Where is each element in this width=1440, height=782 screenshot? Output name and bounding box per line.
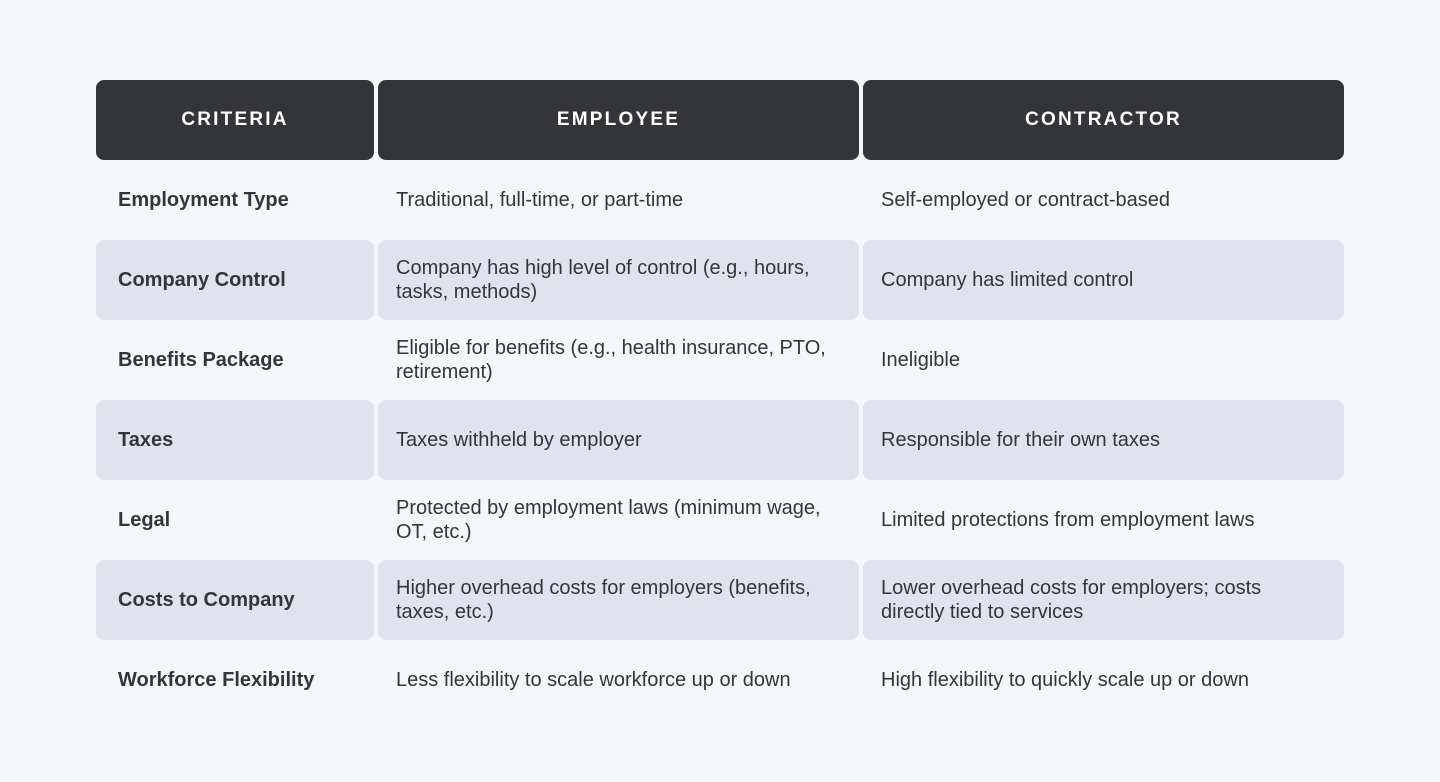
- table-row: [96, 480, 1344, 560]
- table-row: [96, 320, 1344, 400]
- table-row: [96, 240, 1344, 320]
- comparison-table: [96, 80, 1344, 720]
- header-criteria: CRITERIA: [96, 80, 374, 160]
- contractor-cell: Ineligible: [881, 349, 960, 371]
- employee-cell: Traditional, full-time, or part-time: [396, 189, 684, 211]
- employee-cell: Eligible for benefits (e.g., health insurance, PTO, retirement): [396, 337, 826, 383]
- table-row: [96, 640, 1344, 720]
- table-header-row: [96, 80, 1344, 160]
- contractor-cell: Lower overhead costs for employers; costs directly tied to services: [863, 560, 1344, 640]
- criteria-cell: Taxes: [96, 400, 374, 480]
- employee-cell: Company has high level of control (e.g., hours, tasks, methods): [378, 240, 859, 320]
- table-row: [96, 560, 1344, 640]
- criteria-cell: Company Control: [96, 240, 374, 320]
- criteria-cell: Employment Type: [118, 189, 289, 211]
- criteria-cell: Benefits Package: [118, 349, 284, 371]
- criteria-cell: Workforce Flexibility: [118, 669, 315, 691]
- employee-cell: Taxes withheld by employer: [378, 400, 859, 480]
- criteria-cell: Costs to Company: [96, 560, 374, 640]
- employee-cell: Higher overhead costs for employers (benefits, taxes, etc.): [378, 560, 859, 640]
- employee-cell: Less flexibility to scale workforce up or down: [396, 669, 791, 691]
- contractor-cell: Responsible for their own taxes: [863, 400, 1344, 480]
- contractor-cell: Company has limited control: [863, 240, 1344, 320]
- header-contractor: CONTRACTOR: [863, 80, 1344, 160]
- table-row: [96, 400, 1344, 480]
- criteria-cell: Legal: [118, 509, 171, 531]
- contractor-cell: Self-employed or contract-based: [881, 189, 1171, 211]
- header-employee: EMPLOYEE: [378, 80, 859, 160]
- contractor-cell: Limited protections from employment laws: [881, 509, 1255, 531]
- table-row: [96, 160, 1344, 240]
- contractor-cell: High flexibility to quickly scale up or down: [881, 669, 1249, 691]
- employee-cell: Protected by employment laws (minimum wage, OT, etc.): [396, 497, 821, 543]
